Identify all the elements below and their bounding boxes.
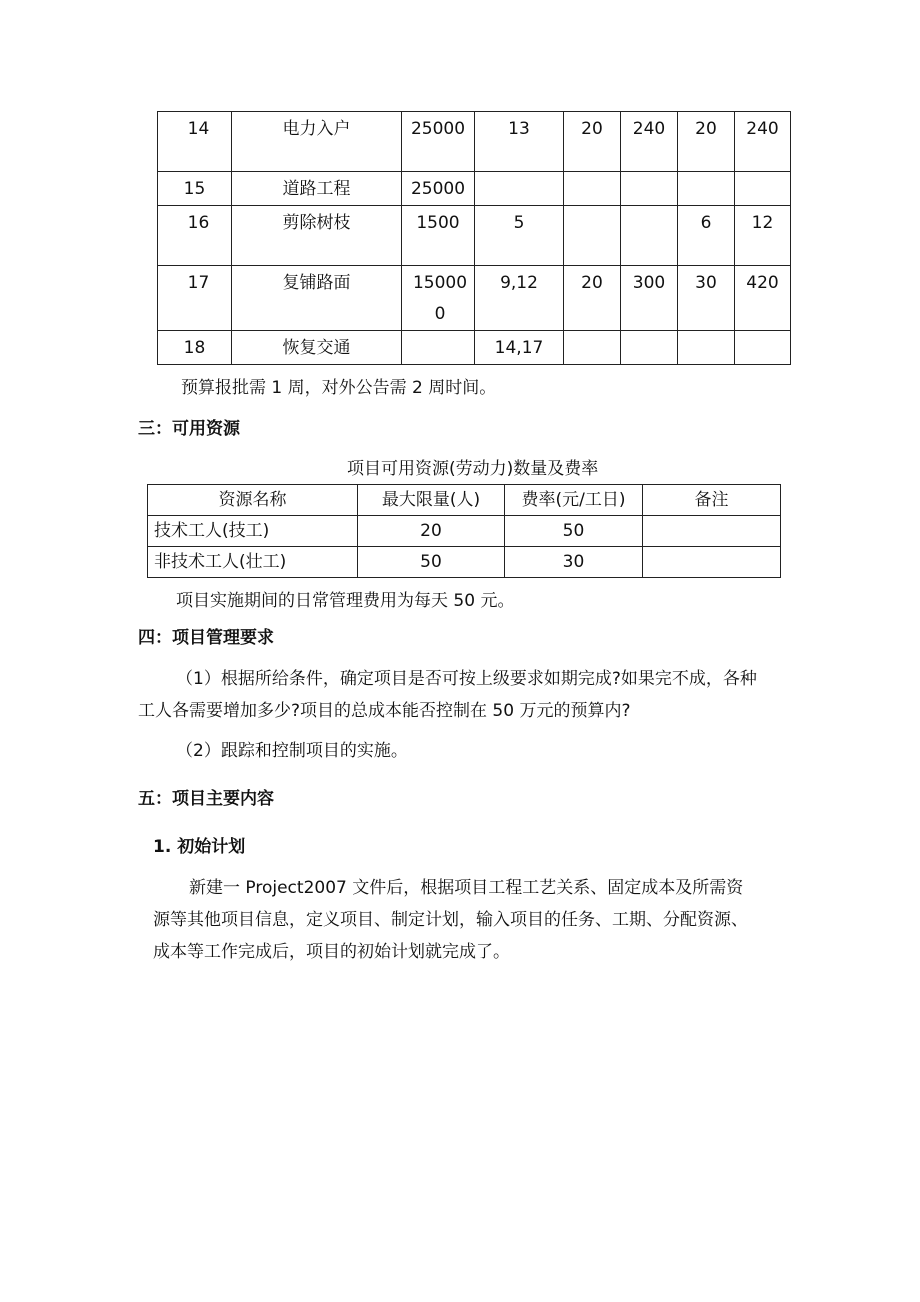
section3-title: 三：可用资源 — [138, 419, 240, 439]
resource-rate: 50 — [505, 516, 643, 547]
task-cell: 20 — [564, 266, 621, 331]
task-cost: 25000 — [402, 172, 475, 206]
note-budget: 预算报批需 1 周，对外公告需 2 周时间。 — [181, 378, 497, 398]
resource-table-caption: 项目可用资源(劳动力)数量及费率 — [347, 459, 599, 479]
column-header: 备注 — [643, 485, 781, 516]
task-cell — [621, 206, 678, 266]
column-header: 费率(元/工日) — [505, 485, 643, 516]
resource-note — [643, 547, 781, 578]
task-cell: 30 — [678, 266, 735, 331]
section4-title: 四：项目管理要求 — [138, 628, 274, 648]
task-cell: 240 — [621, 112, 678, 172]
task-cell: 20 — [564, 112, 621, 172]
table-row — [158, 172, 791, 206]
paragraph-line-2: 源等其他项目信息，定义项目、制定计划，输入项目的任务、工期、分配资源、 — [153, 910, 748, 930]
task-name: 道路工程 — [232, 172, 402, 206]
table-row — [158, 206, 791, 266]
task-cell: 300 — [621, 266, 678, 331]
table-row — [158, 112, 791, 172]
task-table — [157, 111, 791, 365]
task-cell — [564, 206, 621, 266]
resource-rate: 30 — [505, 547, 643, 578]
paragraph-line-3: 成本等工作完成后，项目的初始计划就完成了。 — [153, 942, 510, 962]
note-mgmt-fee: 项目实施期间的日常管理费用为每天 50 元。 — [176, 591, 515, 611]
table-row — [148, 547, 781, 578]
task-id: 16 — [158, 206, 232, 266]
column-header: 资源名称 — [148, 485, 358, 516]
resource-max: 50 — [358, 547, 505, 578]
task-cell — [678, 331, 735, 365]
paragraph-line-1: 新建一 Project2007 文件后，根据项目工程工艺关系、固定成本及所需资 — [189, 878, 744, 898]
task-predecessor — [475, 172, 564, 206]
task-cell — [621, 331, 678, 365]
task-id: 17 — [158, 266, 232, 331]
task-cell: 240 — [735, 112, 791, 172]
table-row — [158, 266, 791, 331]
task-name: 电力入户 — [232, 112, 402, 172]
task-cost: 150000 — [402, 266, 475, 331]
resource-name: 非技术工人(壮工) — [148, 547, 358, 578]
section5-title: 五：项目主要内容 — [138, 789, 274, 809]
task-cell — [621, 172, 678, 206]
task-cell: 20 — [678, 112, 735, 172]
task-cost — [402, 331, 475, 365]
resource-max: 20 — [358, 516, 505, 547]
task-cell: 420 — [735, 266, 791, 331]
task-id: 14 — [158, 112, 232, 172]
task-cell — [735, 331, 791, 365]
table-row — [148, 516, 781, 547]
task-cell — [735, 172, 791, 206]
task-name: 恢复交通 — [232, 331, 402, 365]
task-predecessor: 9,12 — [475, 266, 564, 331]
task-cost: 25000 — [402, 112, 475, 172]
resource-note — [643, 516, 781, 547]
task-id: 15 — [158, 172, 232, 206]
task-cell — [564, 172, 621, 206]
task-id: 18 — [158, 331, 232, 365]
task-cell — [564, 331, 621, 365]
task-cell: 12 — [735, 206, 791, 266]
resource-table — [147, 484, 781, 578]
subsection-1-title: 1. 初始计划 — [153, 837, 246, 857]
task-predecessor: 14,17 — [475, 331, 564, 365]
task-cell — [678, 172, 735, 206]
task-name: 复铺路面 — [232, 266, 402, 331]
task-predecessor: 5 — [475, 206, 564, 266]
requirement-2: （2）跟踪和控制项目的实施。 — [176, 741, 408, 761]
task-cell: 6 — [678, 206, 735, 266]
task-name: 剪除树枝 — [232, 206, 402, 266]
table-row — [158, 331, 791, 365]
column-header: 最大限量(人) — [358, 485, 505, 516]
requirement-1-line-2: 工人各需要增加多少?项目的总成本能否控制在 50 万元的预算内? — [138, 701, 631, 721]
resource-name: 技术工人(技工) — [148, 516, 358, 547]
requirement-1-line-1: （1）根据所给条件，确定项目是否可按上级要求如期完成?如果完不成，各种 — [176, 669, 757, 689]
table-header-row — [148, 485, 781, 516]
task-predecessor: 13 — [475, 112, 564, 172]
task-cost: 1500 — [402, 206, 475, 266]
